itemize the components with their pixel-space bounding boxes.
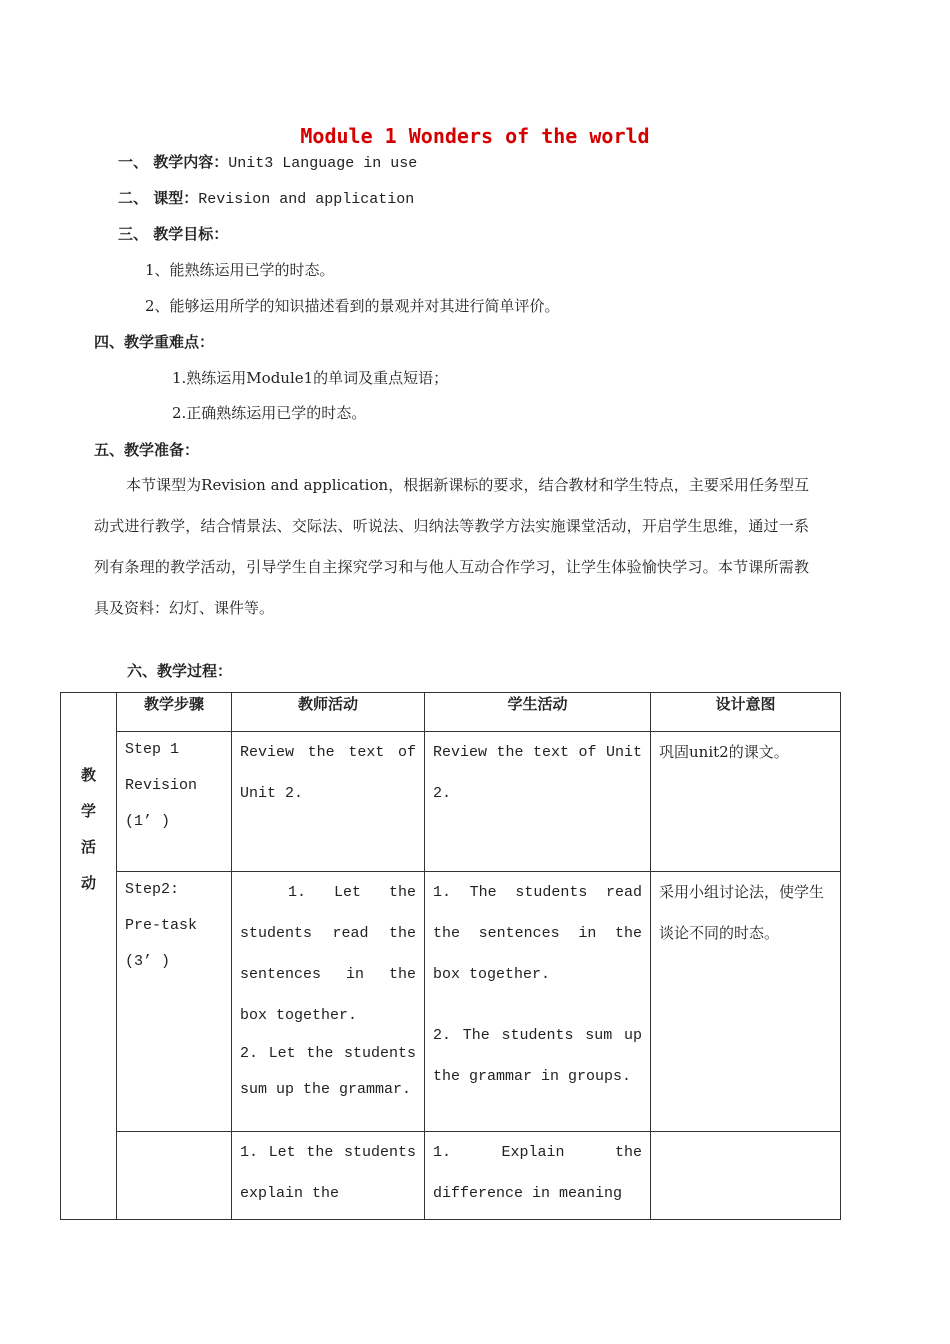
step-cell — [117, 1132, 232, 1220]
table-row — [61, 1132, 841, 1220]
teaching-process-table — [60, 692, 841, 1220]
header-purpose: 设计意图 — [651, 693, 841, 732]
side-label: 教 学 活 动 — [61, 693, 117, 1220]
page-title: Module 1 Wonders of the world — [300, 124, 650, 148]
header-student: 学生活动 — [425, 693, 651, 732]
section-2-value: Revision and application — [198, 191, 415, 208]
section-3-item: 1、能熟练运用已学的时态。 — [145, 261, 335, 279]
student-activity: 1. Explain the difference in meaning — [425, 1132, 651, 1220]
design-purpose: 采用小组讨论法，使学生谈论不同的时态。 — [651, 872, 841, 1132]
section-2-label: 二、 课型： — [118, 189, 199, 207]
section-5-label: 五、教学准备： — [94, 441, 200, 459]
student-activity: 1. The students read the sentences in the box together. 2. The students sum up the grammar in groups. — [425, 872, 651, 1132]
section-2 — [118, 188, 414, 210]
header-step: 教学步骤 — [117, 693, 232, 732]
student-activity: Review the text of Unit 2. — [425, 732, 651, 872]
teacher-activity: 1. Let the students explain the — [232, 1132, 425, 1220]
teacher-activity: 1. Let the students read the sentences in the box together. 2. Let the students sum up the grammar. — [232, 872, 425, 1132]
design-purpose — [651, 1132, 841, 1220]
section-4-item: 1.熟练运用Module1的单词及重点短语； — [172, 369, 449, 387]
section-3-item: 2、能够运用所学的知识描述看到的景观并对其进行简单评价。 — [145, 297, 560, 315]
section-1 — [118, 152, 417, 174]
section-3-label: 三、 教学目标： — [118, 225, 229, 243]
section-1-value: Unit3 Language in use — [228, 155, 418, 172]
table-row — [61, 872, 841, 1132]
section-4-item: 2.正确熟练运用已学的时态。 — [172, 404, 367, 422]
section-6-label: 六、教学过程： — [127, 662, 233, 680]
table-header-row — [61, 693, 841, 732]
header-teacher: 教师活动 — [232, 693, 425, 732]
design-purpose: 巩固unit2的课文。 — [651, 732, 841, 872]
step-cell: Step2: Pre-task (3’ ) — [117, 872, 232, 1132]
step-cell: Step 1 Revision (1’ ) — [117, 732, 232, 872]
teacher-activity: Review the text of Unit 2. — [232, 732, 425, 872]
section-4-label: 四、教学重难点： — [94, 333, 215, 351]
section-5-paragraph: 本节课型为Revision and application，根据新课标的要求，结合教材和学生特点，主要采用任务型互动式进行教学，结合情景法、交际法、听说法、归纳法等教学方法实施课堂活动，开启学生思维，通过一系列有条理的教学活动，引导学生自主探究学习和与他人互动合作学习，让学生体验愉快学习。本节课所需教具及资料：幻灯、课件等。 — [94, 476, 809, 617]
section-1-label: 一、 教学内容： — [118, 153, 229, 171]
table-row — [61, 732, 841, 872]
